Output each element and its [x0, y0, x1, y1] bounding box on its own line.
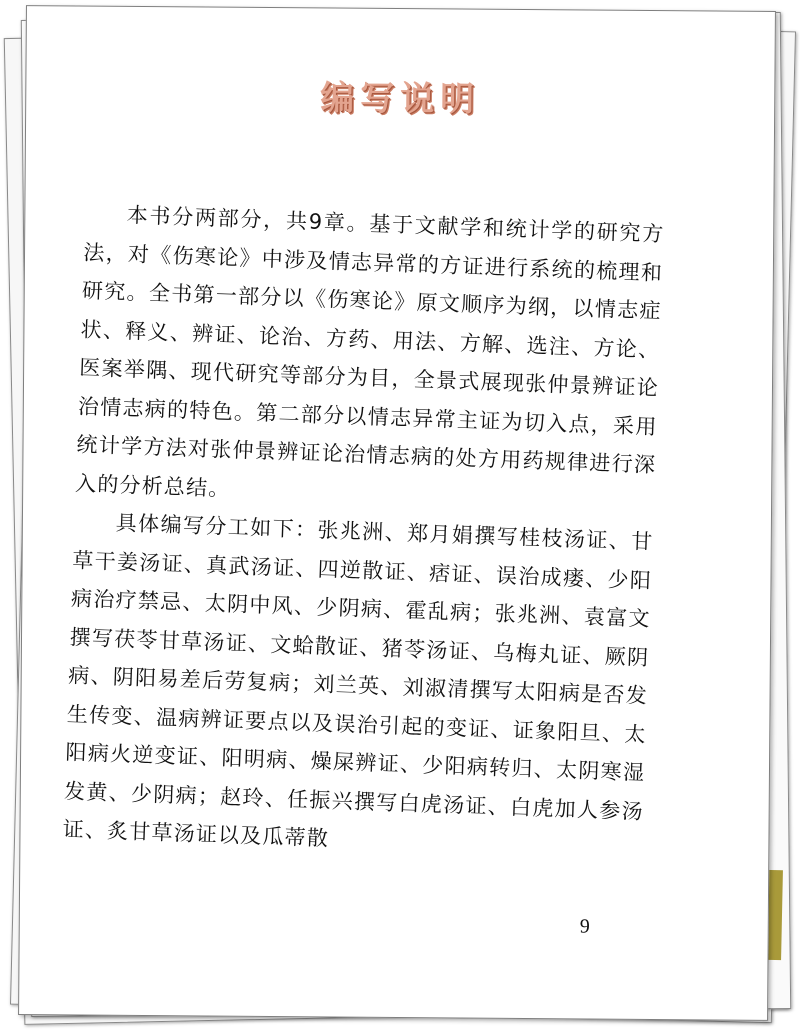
- book-page: [18, 5, 776, 1021]
- paragraph-authors: 具体编写分工如下：张兆洲、郑月娟撰写桂枝汤证、甘草干姜汤证、真武汤证、四逆散证、痞证、误治成瘘、少阳病治疗禁忌、太阴中风、少阴病、霍乱病；张兆洲、袁富文撰写茯苓甘草汤证、文蛤散证、猪苓汤证、乌梅丸证、厥阴病、阴阳易差后劳复病；刘兰英、刘淑清撰写太阳病是否发生传变、温病辨证要点以及误治引起的变证、证象阳旦、太阳病火逆变证、阳明病、燥屎辨证、少阳病转归、太阴寒湿发黄、少阴病；赵玲、任振兴撰写白虎汤证、白虎加人参汤证、炙甘草汤证以及瓜蒂散: [62, 510, 654, 851]
- body-text: [62, 195, 665, 870]
- page-heading: 编写说明: [320, 78, 481, 120]
- paragraph-intro: 本书分两部分，共9章。基于文献学和统计学的研究方法，对《伤寒论》中涉及情志异常的方证进行系统的梳理和研究。全书第一部分以《伤寒论》原文顺序为纲，以情志症状、释义、辨证、论治、方药、用法、方解、选注、方论、医案举隅、现代研究等部分为目，全景式展现张仲景辨证论治情志病的特色。第二部分以情志异常主证为切入点，采用统计学方法对张仲景辨证论治情志病的处方用药规律进行深入的分析总结。: [74, 203, 665, 501]
- page-number: 9: [579, 915, 590, 938]
